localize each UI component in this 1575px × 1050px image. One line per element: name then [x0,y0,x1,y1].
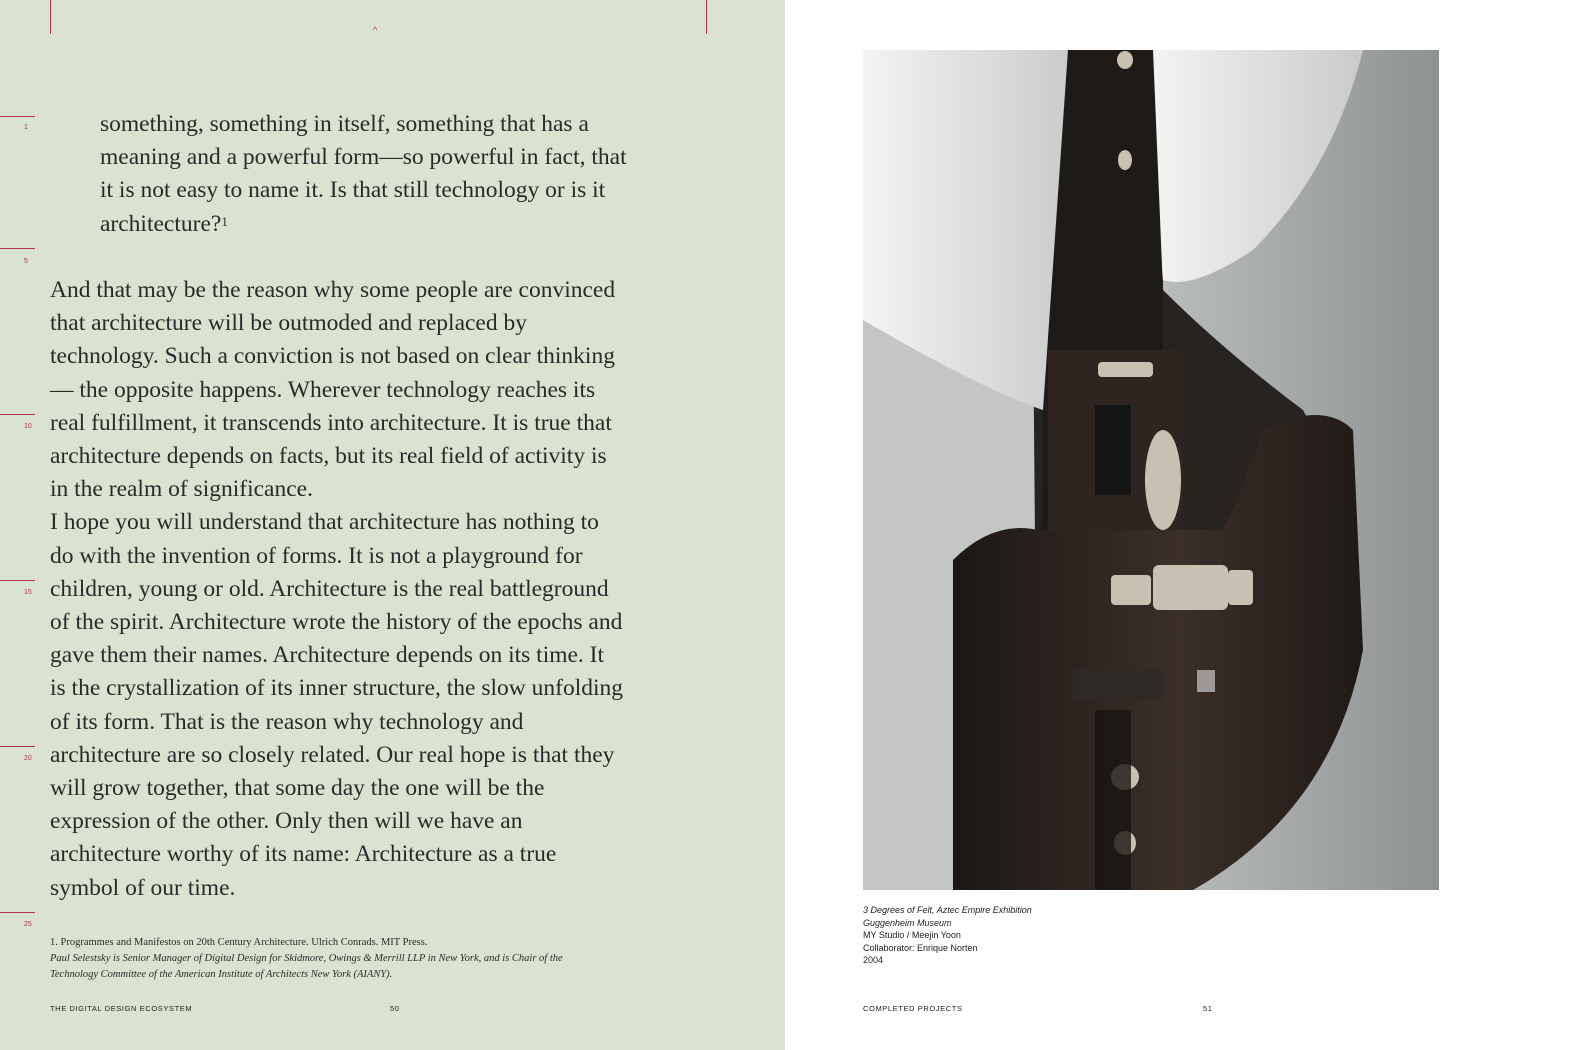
line-number: 10 [24,423,32,430]
page-number-left: 50 [390,1004,400,1013]
line-number: 1 [24,124,28,131]
line-tick [0,746,35,747]
line-tick [0,912,35,913]
body-line: gave them their names. Architecture depends on its time. It [50,642,605,669]
exhibition-photo [863,50,1439,890]
footnotes [50,935,730,983]
body-line: children, young or old. Architecture is the real battleground [50,575,609,602]
body-line: is the crystallization of its inner structure, the slow unfolding [50,675,624,702]
caption-studio: MY Studio / Meejin Yoon [863,930,961,940]
quote-line: it is not easy to name it. Is that still technology or is it [100,177,606,204]
quote-last-text: architecture? [100,210,222,237]
body-line: architecture are so closely related. Our real hope is that they [50,741,615,768]
photo-caption [863,904,1032,967]
body-line: And that may be the reason why some people are convinced [50,277,616,303]
body-line: of the spirit. Architecture wrote the history of the epochs and [50,609,623,636]
line-number: 15 [24,589,32,596]
body-line: do with the invention of forms. It is not a playground for [50,542,583,569]
line-tick [0,116,35,117]
body-line: will grow together, that some day the one will be the [50,775,545,802]
running-title-right: COMPLETED PROJECTS [863,1004,963,1013]
crop-mark-left [50,0,51,34]
body-line: architecture depends on facts, but its real field of activity is [50,443,607,470]
line-tick [0,414,35,415]
body-line: symbol of our time. [50,874,236,901]
footnote-1: 1. Programmes and Manifestos on 20th Century Architecture. Ulrich Conrads. MIT Press. [50,937,428,948]
body-line: — the opposite happens. Wherever technology reaches its [50,376,596,403]
body-line: of its form. That is the reason why technology and [50,708,524,735]
quote-line: something, something in itself, something that has a [100,111,589,137]
footnote-ref: 1 [221,213,228,229]
line-tick [0,248,35,249]
author-note-line: Paul Selestsky is Senior Manager of Digital Design for Skidmore, Owings & Merrill LLP in New York, and is Chair of the [50,953,563,964]
line-number: 20 [24,755,32,762]
caption-title: 3 Degrees of Felt, Aztec Empire Exhibition [863,905,1032,915]
exhibition-photo-illustration [863,50,1439,890]
quote-line: meaning and a powerful form—so powerful in fact, that [100,144,627,171]
body-line: real fulfillment, it transcends into architecture. It is true that [50,409,612,436]
line-number: 5 [24,258,28,265]
block-quote [100,108,720,241]
quote-line [100,208,720,241]
body-line: expression of the other. Only then will we have an [50,808,523,835]
page-number-right: 51 [1203,1004,1213,1013]
caption-venue: Guggenheim Museum [863,917,952,928]
body-line: technology. Such a conviction is not based on clear thinking [50,343,615,370]
body-line: architecture worthy of its name: Architecture as a true [50,841,557,868]
crop-mark-right [706,0,707,34]
corner-mark: ^ [373,25,378,35]
running-title-left: THE DIGITAL DESIGN ECOSYSTEM [50,1004,193,1013]
caption-year: 2004 [863,955,884,965]
body-line: I hope you will understand that architecture has nothing to [50,509,599,536]
caption-collaborator: Collaborator: Enrique Norten [863,942,978,953]
body-line: that architecture will be outmoded and replaced by [50,310,527,337]
right-page [785,0,1575,1050]
body-line: in the realm of significance. [50,476,313,503]
body-text [50,274,740,905]
line-tick [0,580,35,581]
left-page [0,0,785,1050]
line-number: 25 [24,921,32,928]
author-note-line: Technology Committee of the American Institute of Architects New York (AIANY). [50,969,393,980]
